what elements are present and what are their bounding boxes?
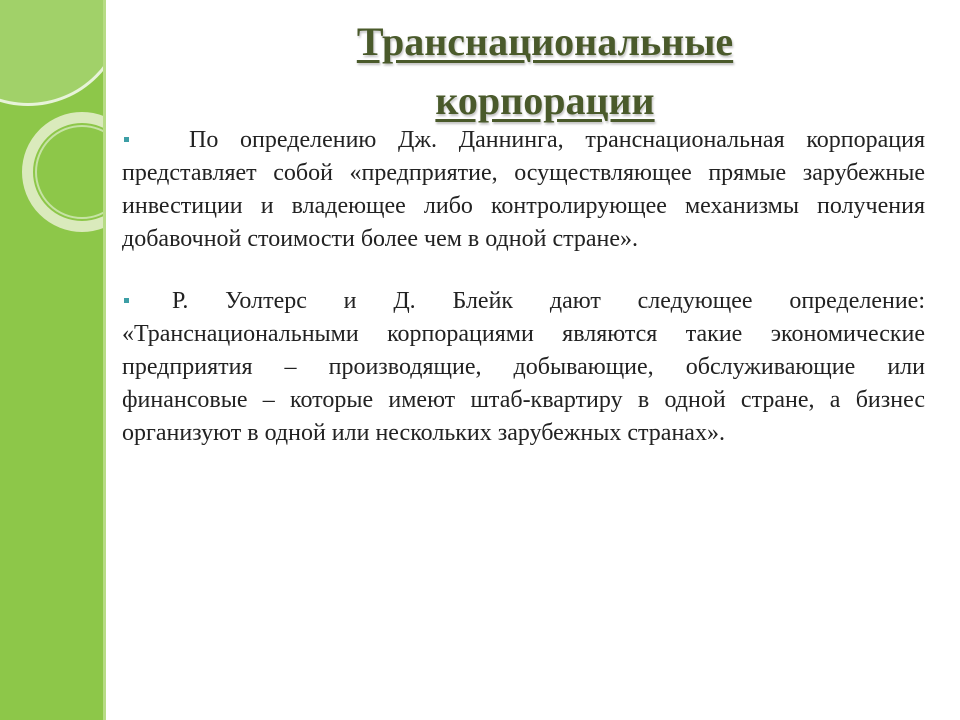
slide-title: Транснациональные корпорации	[356, 19, 734, 123]
paragraph-text: По определению Дж. Даннинга, транснациональная корпорация представляет собой «предприятие, осуществляющее прямые зарубежные инвестиции и владеющее либо контролирующее механизмы получения добавочной стоимости более чем в одной стране».	[122, 127, 925, 252]
decorative-circle-icon	[0, 0, 106, 106]
sidebar-edge	[103, 0, 106, 720]
bullet-icon	[124, 137, 129, 142]
decorative-sidebar	[0, 0, 106, 720]
bullet-paragraph-1	[122, 124, 925, 256]
bullet-paragraph-2	[122, 285, 925, 450]
bullet-icon	[124, 298, 129, 303]
paragraph-text: Р. Уолтерс и Д. Блейк дают следующее определение: «Транснациональными корпорациями являются такие экономические предприятия – производящие, добывающие, обслуживающие или финансовые – которые имеют штаб-квартиру в одной стране, а бизнес организуют в одной или нескольких зарубежных странах».	[122, 288, 925, 446]
slide-body	[122, 124, 925, 450]
